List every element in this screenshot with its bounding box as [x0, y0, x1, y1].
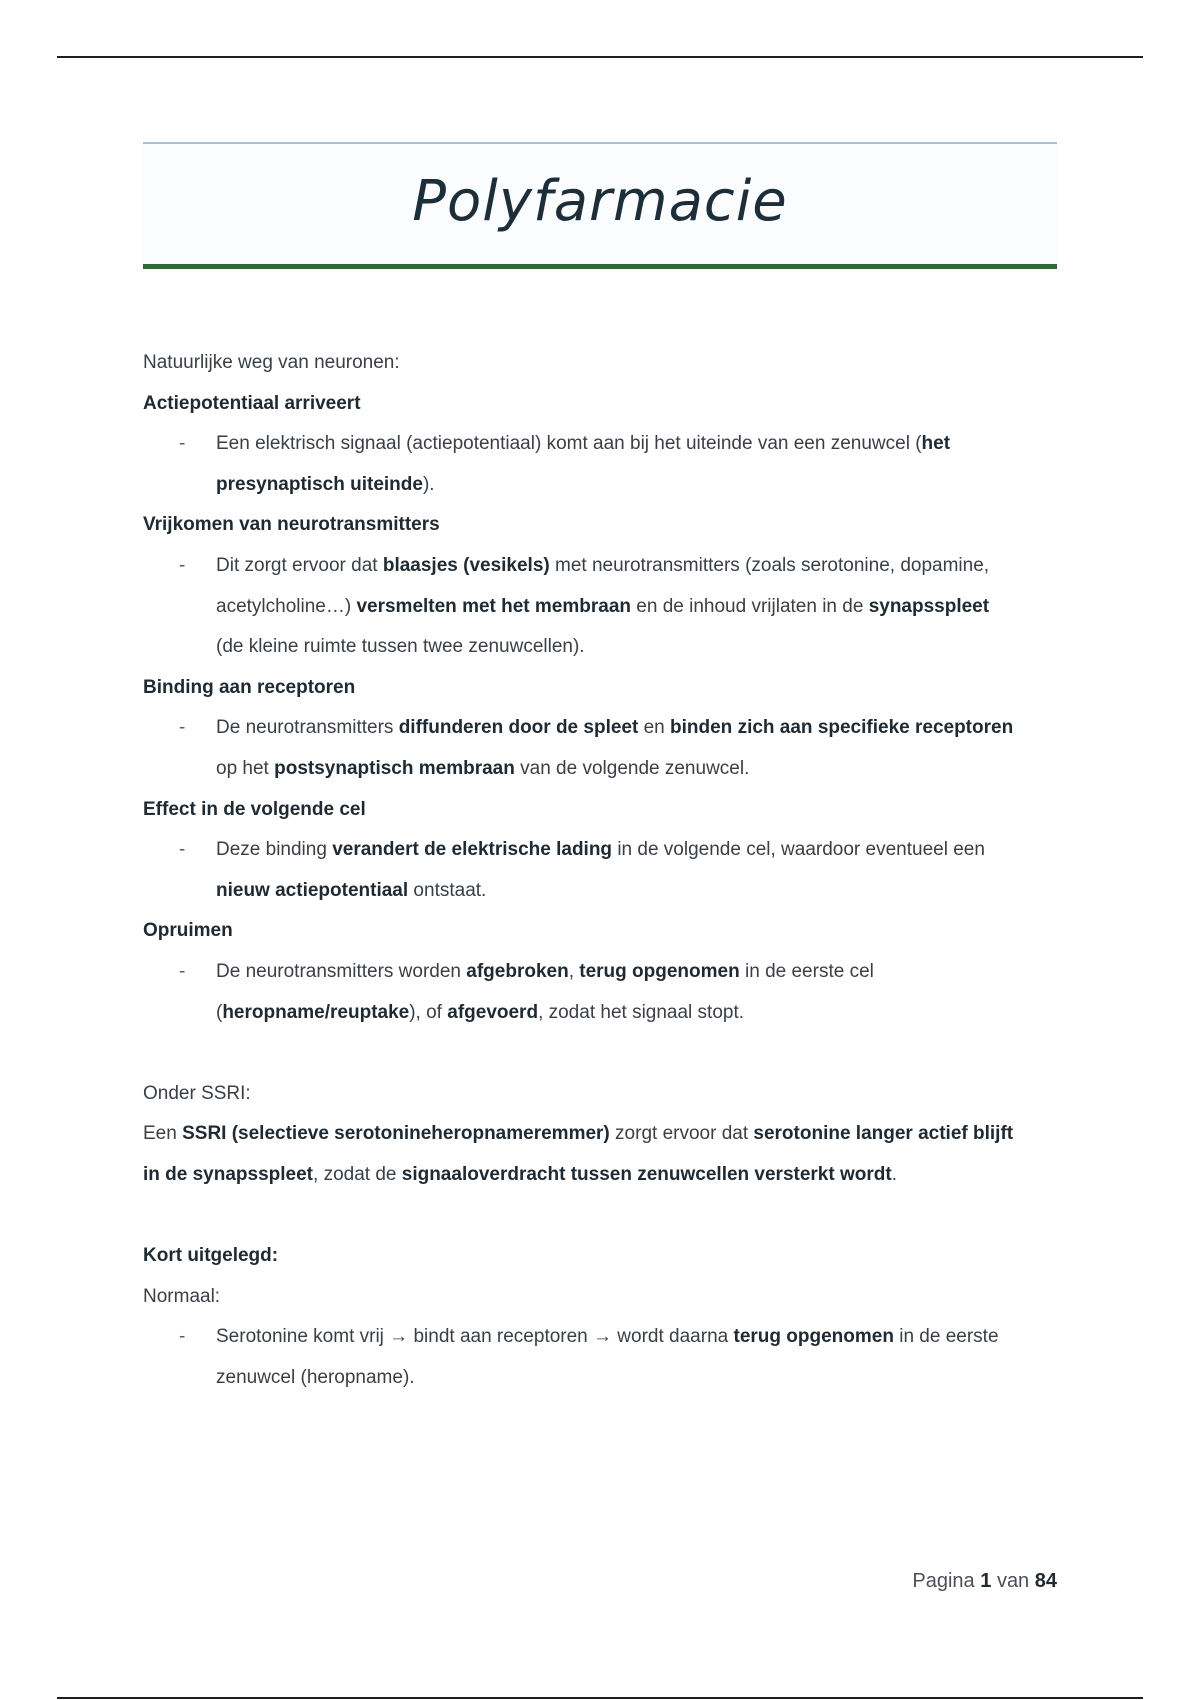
text-run: , zodat de: [313, 1163, 402, 1185]
document-title: Polyfarmacie: [143, 144, 1057, 264]
bold-run: nieuw actiepotentiaal: [216, 879, 409, 901]
bullet-dash: -: [179, 433, 186, 455]
intro-paragraph: Natuurlijke weg van neuronen:: [143, 352, 400, 373]
title-bottom-rule: [143, 264, 1057, 269]
bold-run: afgebroken: [466, 960, 569, 982]
bullet-text: [216, 424, 1057, 505]
text-run: ,: [568, 960, 580, 982]
text-run: , zodat het signaal stopt.: [538, 1001, 745, 1023]
bold-run: terug opgenomen: [579, 960, 740, 982]
bullet-text: [216, 708, 1057, 789]
bold-run: blaasjes (vesikels): [382, 554, 550, 576]
bold-run: SSRI (selectieve serotonineheropnameremmer): [182, 1123, 610, 1145]
page-bottom-border: [57, 1697, 1143, 1699]
section-heading-opruimen: Opruimen: [143, 920, 233, 942]
spacer: [143, 1195, 1057, 1236]
text-run: met neurotransmitters (zoals serotonine, dopamine,: [549, 554, 990, 576]
text-run: en: [638, 717, 671, 739]
section-heading-binding: Binding aan receptoren: [143, 676, 356, 698]
text-run: in de eerste cel: [739, 960, 874, 982]
text-run: zorgt ervoor dat: [609, 1123, 754, 1145]
text-run: ).: [422, 473, 435, 495]
section-heading-effect: Effect in de volgende cel: [143, 798, 366, 820]
bold-run: versmelten met het membraan: [356, 595, 632, 617]
text-run: De neurotransmitters: [216, 717, 399, 739]
text-run: .: [891, 1163, 897, 1185]
ssri-paragraph: [143, 1114, 1057, 1195]
bullet-item-effect: [143, 830, 1057, 911]
bold-run: presynaptisch uiteinde: [216, 473, 423, 495]
page-top-border: [57, 56, 1143, 58]
normaal-label: Normaal:: [143, 1285, 221, 1307]
bullet-item-binding: [143, 708, 1057, 789]
text-run: Serotonine komt vrij → bindt aan receptoren → wordt daarna: [216, 1326, 734, 1348]
page-number-total: 84: [1034, 1570, 1057, 1592]
text-run: acetylcholine…): [216, 595, 357, 617]
bold-run: in de synapsspleet: [143, 1163, 314, 1185]
section-heading-vrijkomen: Vrijkomen van neurotransmitters: [143, 514, 440, 536]
document-page: [143, 142, 1057, 1398]
bold-run: synapsspleet: [868, 595, 990, 617]
bold-run: diffunderen door de spleet: [398, 717, 639, 739]
text-run: (: [216, 1001, 223, 1023]
bullet-dash: -: [179, 839, 186, 861]
bold-run: heropname/reuptake: [222, 1001, 410, 1023]
bold-run: afgevoerd: [447, 1001, 539, 1023]
bold-run: signaaloverdracht tussen zenuwcellen versterkt wordt: [401, 1163, 892, 1185]
text-run: Een elektrisch signaal (actiepotentiaal) komt aan bij het uiteinde van een zenuwcel (: [216, 433, 922, 455]
text-run: in de eerste: [893, 1326, 999, 1348]
document-body: [143, 343, 1057, 1398]
text-run: en de inhoud vrijlaten in de: [631, 595, 869, 617]
bullet-item-normaal: [143, 1317, 1057, 1398]
text-run: Een: [143, 1123, 183, 1145]
bullet-dash: -: [179, 554, 186, 576]
text-run: zenuwcel (heropname).: [216, 1366, 415, 1388]
bullet-dash: -: [179, 717, 186, 739]
spacer: [143, 1033, 1057, 1074]
bullet-text: [216, 830, 1057, 911]
bullet-text: [216, 546, 1057, 668]
page-number-current: 1: [980, 1570, 992, 1592]
text-run: van de volgende zenuwcel.: [514, 757, 750, 779]
text-run: Deze binding: [216, 839, 333, 861]
bullet-item-actiepotentiaal: [143, 424, 1057, 505]
text-run: (de kleine ruimte tussen twee zenuwcellen).: [216, 636, 585, 658]
text-run: op het: [216, 757, 275, 779]
page-number-prefix: Pagina: [912, 1570, 975, 1592]
bold-run: serotonine langer actief blijft: [753, 1123, 1014, 1145]
bullet-dash: -: [179, 1326, 186, 1348]
bullet-item-opruimen: [143, 952, 1057, 1033]
section-heading-actiepotentiaal: Actiepotentiaal arriveert: [143, 392, 361, 414]
bold-run: postsynaptisch membraan: [274, 757, 515, 779]
text-run: ), of: [409, 1001, 448, 1023]
bold-run: binden zich aan specifieke receptoren: [670, 717, 1014, 739]
text-run: Dit zorgt ervoor dat: [216, 554, 383, 576]
page-number-middle: van: [996, 1570, 1030, 1592]
text-run: De neurotransmitters worden: [216, 960, 467, 982]
text-run: ontstaat.: [408, 879, 487, 901]
section-heading-kort-uitgelegd: Kort uitgelegd:: [143, 1245, 279, 1267]
bullet-dash: -: [179, 960, 186, 982]
bold-run: verandert de elektrische lading: [332, 839, 613, 861]
bullet-text: [216, 1317, 1057, 1398]
bullet-text: [216, 952, 1057, 1033]
page-number: [912, 1570, 1057, 1593]
bold-run: terug opgenomen: [733, 1326, 894, 1348]
bold-run: het: [921, 433, 951, 455]
bullet-item-vrijkomen: [143, 546, 1057, 668]
text-run: in de volgende cel, waardoor eventueel een: [612, 839, 985, 861]
ssri-label: Onder SSRI:: [143, 1082, 251, 1104]
